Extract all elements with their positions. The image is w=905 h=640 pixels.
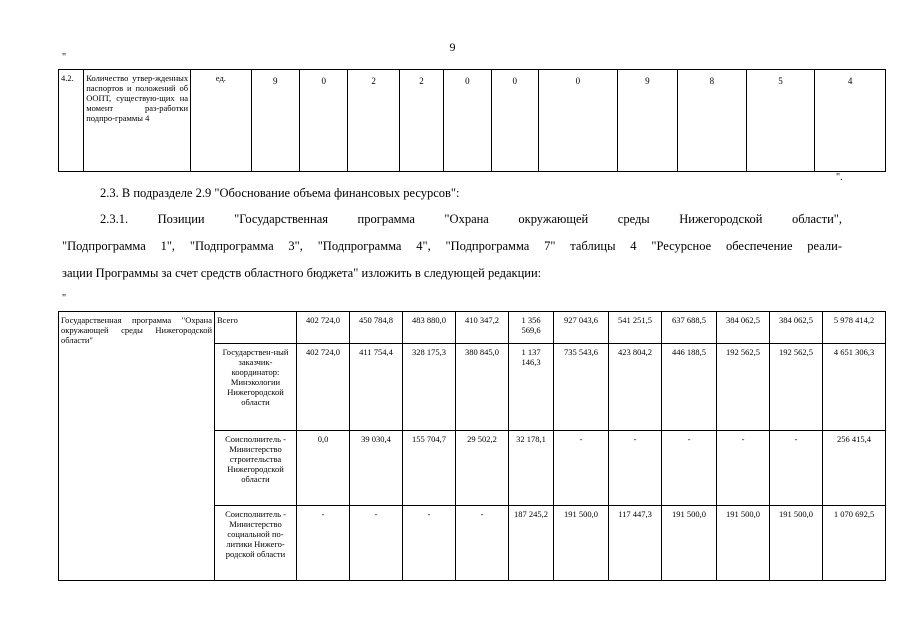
table-cell: 483 880,0 bbox=[403, 312, 456, 344]
table-cell: 9 bbox=[617, 70, 678, 172]
paragraph-2-3-1: 2.3.1. Позиции "Государственная программа "Охрана окружающей среды Нижегородской области", bbox=[100, 212, 842, 226]
row-description: Количество утвер-жденных паспортов и положений об ООПТ, существую-щих на момент раз-работки подпро-граммы 4 bbox=[84, 70, 191, 172]
paragraph-2-3-1-end: зации Программы за счет средств областного бюджета" изложить в следующей редакции: bbox=[62, 266, 542, 280]
table-cell: 0 bbox=[444, 70, 491, 172]
table-cell: - bbox=[662, 431, 717, 506]
table-cell: 2 bbox=[399, 70, 443, 172]
table-cell: 5 bbox=[746, 70, 815, 172]
opening-quote: " bbox=[62, 52, 67, 63]
table-cell: 0 bbox=[538, 70, 617, 172]
table-cell: 1 356 569,6 bbox=[509, 312, 554, 344]
closing-quote: ". bbox=[836, 172, 843, 183]
table-cell: - bbox=[403, 506, 456, 581]
funding-table bbox=[58, 311, 886, 581]
table-cell: 1 137 146,3 bbox=[509, 344, 554, 431]
table-cell: 8 bbox=[678, 70, 747, 172]
table-cell: 117 447,3 bbox=[609, 506, 662, 581]
table-cell: - bbox=[717, 431, 770, 506]
table-cell: - bbox=[770, 431, 823, 506]
row-label: Всего bbox=[215, 312, 297, 344]
table-cell: 191 500,0 bbox=[717, 506, 770, 581]
table-cell: 411 754,4 bbox=[350, 344, 403, 431]
table-cell: 446 188,5 bbox=[662, 344, 717, 431]
table-cell: - bbox=[297, 506, 350, 581]
table-cell: 32 178,1 bbox=[509, 431, 554, 506]
table-cell: 187 245,2 bbox=[509, 506, 554, 581]
row-label: Государствен-ный заказчик-координатор: Минэкологии Нижегородской области bbox=[215, 344, 297, 431]
table-cell: - bbox=[609, 431, 662, 506]
row-label: Соисполнитель - Министерство социальной по-литики Нижего-родской области bbox=[215, 506, 297, 581]
table-cell: 2 bbox=[348, 70, 399, 172]
program-name: Государственная программа "Охрана окружающей среды Нижегородской области" bbox=[59, 312, 215, 581]
table-cell: 384 062,5 bbox=[770, 312, 823, 344]
table-cell: 1 070 692,5 bbox=[823, 506, 886, 581]
table-cell: 0 bbox=[300, 70, 348, 172]
table-cell: 4 651 306,3 bbox=[823, 344, 886, 431]
table-cell: 927 043,6 bbox=[554, 312, 609, 344]
table-cell: 9 bbox=[251, 70, 299, 172]
table-cell: 402 724,0 bbox=[297, 344, 350, 431]
table-cell: 192 562,5 bbox=[717, 344, 770, 431]
indicator-table bbox=[58, 69, 886, 172]
table-cell: 39 030,4 bbox=[350, 431, 403, 506]
table-cell: 256 415,4 bbox=[823, 431, 886, 506]
table-cell: 541 251,5 bbox=[609, 312, 662, 344]
opening-quote-2: " bbox=[62, 293, 67, 304]
table-cell: 0,0 bbox=[297, 431, 350, 506]
table-cell: - bbox=[554, 431, 609, 506]
page-number: 9 bbox=[449, 40, 456, 54]
table-cell: 410 347,2 bbox=[456, 312, 509, 344]
paragraph-2-3-1-cont: "Подпрограмма 1", "Подпрограмма 3", "Подпрограмма 4", "Подпрограмма 7" таблицы 4 "Ресурсное обеспечение реали- bbox=[62, 239, 842, 253]
paragraph-2-3: 2.3. В подразделе 2.9 "Обоснование объема финансовых ресурсов": bbox=[100, 186, 460, 200]
table-cell: - bbox=[350, 506, 403, 581]
table-cell: 384 062,5 bbox=[717, 312, 770, 344]
table-cell: 155 704,7 bbox=[403, 431, 456, 506]
table-cell: 423 804,2 bbox=[609, 344, 662, 431]
table-cell: 450 784,8 bbox=[350, 312, 403, 344]
row-label: Соисполнитель - Министерство строительства Нижегородской области bbox=[215, 431, 297, 506]
table-cell: 191 500,0 bbox=[770, 506, 823, 581]
table-cell: 29 502,2 bbox=[456, 431, 509, 506]
table-cell: 191 500,0 bbox=[554, 506, 609, 581]
table-cell: - bbox=[456, 506, 509, 581]
table-cell: 4 bbox=[815, 70, 886, 172]
row-code: 4.2. bbox=[59, 70, 84, 172]
row-unit: ед. bbox=[191, 70, 252, 172]
table-cell: 0 bbox=[491, 70, 538, 172]
table-cell: 328 175,3 bbox=[403, 344, 456, 431]
table-cell: 5 978 414,2 bbox=[823, 312, 886, 344]
table-cell: 402 724,0 bbox=[297, 312, 350, 344]
table-cell: 191 500,0 bbox=[662, 506, 717, 581]
table-cell: 637 688,5 bbox=[662, 312, 717, 344]
table-cell: 192 562,5 bbox=[770, 344, 823, 431]
table-row bbox=[59, 312, 886, 344]
table-cell: 735 543,6 bbox=[554, 344, 609, 431]
table-cell: 380 845,0 bbox=[456, 344, 509, 431]
table-row bbox=[59, 70, 886, 172]
